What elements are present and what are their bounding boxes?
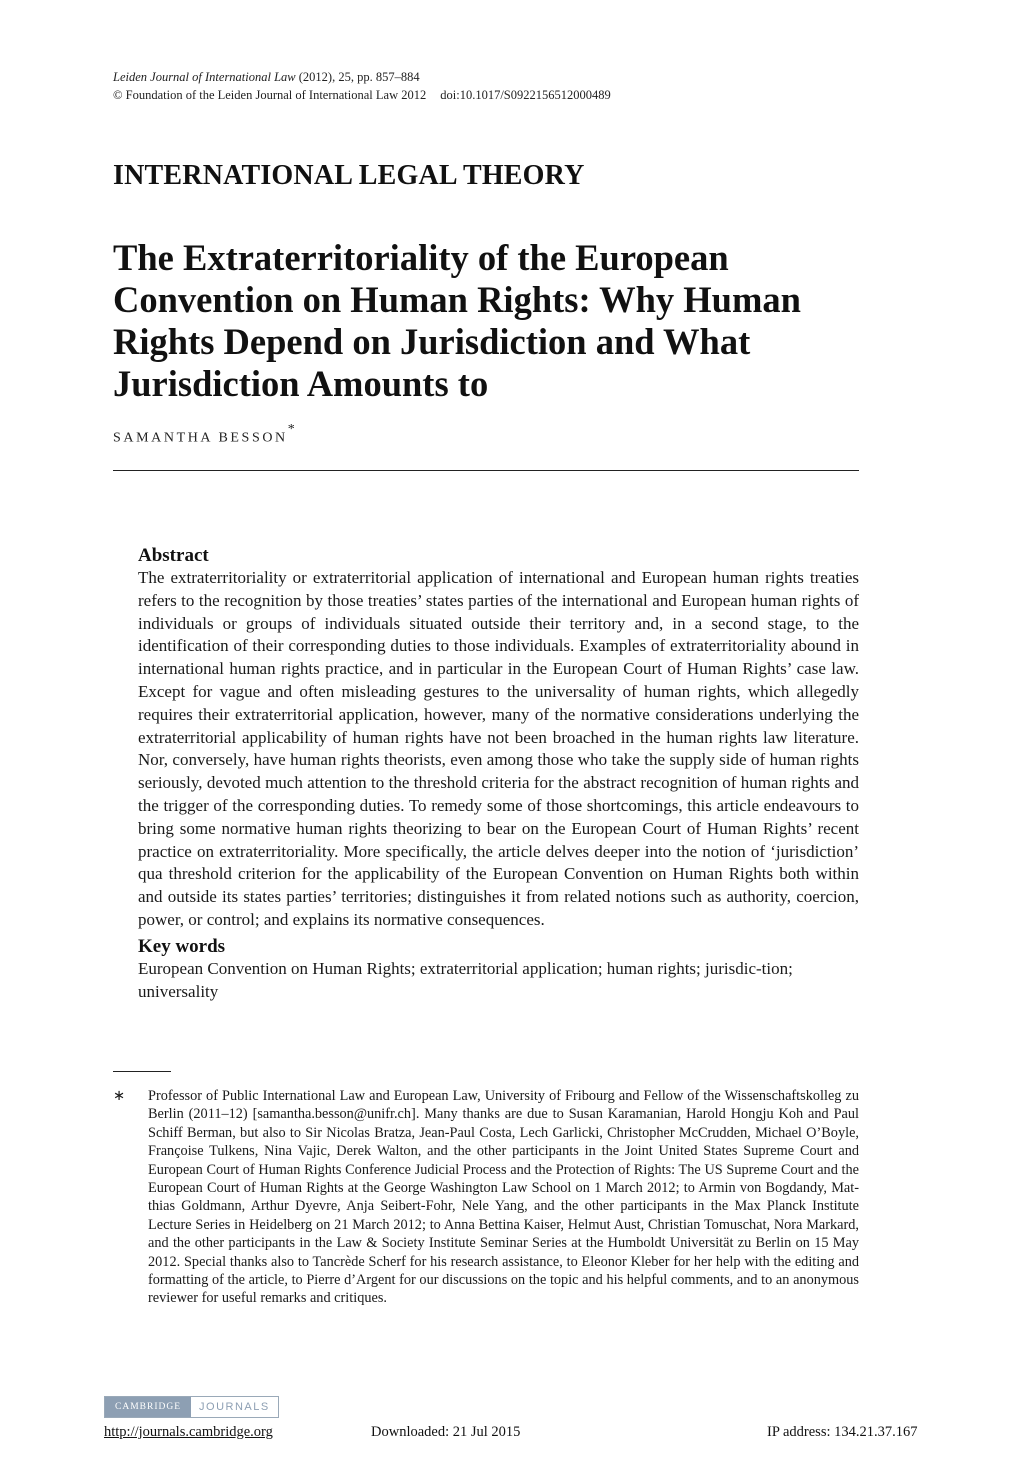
footnote-divider [113,1071,171,1072]
footnote [113,1087,859,1308]
copyright: © Foundation of the Leiden Journal of International Law 2012 [113,88,427,102]
journals-link[interactable]: http://journals.cambridge.org [104,1424,273,1440]
footnote-marker: ∗ [113,1088,125,1104]
title-divider [113,470,859,471]
download-date: Downloaded: 21 Jul 2015 [371,1424,521,1440]
ip-address: IP address: 134.21.37.167 [767,1424,918,1440]
journal-citation-line [113,68,611,86]
keywords-text: European Convention on Human Rights; extraterritorial application; human rights; jurisdic-tion; universality [138,958,793,1001]
abstract-block [138,545,859,1003]
cambridge-journals-logo[interactable] [104,1396,279,1418]
doi: doi:10.1017/S0922156512000489 [440,88,611,102]
copyright-line [113,86,611,104]
author-name: SAMANTHA BESSON [113,430,288,446]
footnote-text: Professor of Public International Law and European Law, University of Fribourg and Fellow of the Wissenschaftskolleg zu Berlin (2011–12) [samantha.besson@unifr.ch]. Many thanks are due to Susan Karamanian, Harold Hongju Koh and Paul Schiff Berman, but also to Sir Nicolas Bratza, Jean-Paul Costa, Lech Garlicki, Christopher McCrudden, Michael O’Boyle, Françoise Tulkens, Nina Vajic, Derek Walton, and the other participants in the Joint United States Supreme Court and European Court of Human Rights Conference Judicial Process and the Protection of Rights: The US Supreme Court and the European Court of Human Rights at the George Washington Law School on 1 March 2012; to Armin von Bogdandy, Mat-thias Goldmann, Arthur Dyevre, Anja Seibert-Fohr, Nele Yang, and the other participants in the Max Planck Institute Lecture Series in Heidelberg on 21 March 2012; to Anna Bettina Kaiser, Helmut Aust, Christian Tomuschat, Nora Markard, and the other participants in the Law & Society Institute Seminar Series at the Humboldt Universität zu Berlin on 15 May 2012. Special thanks also to Tancrède Scherf for his research assistance, to Eleonor Kleber for her help with the editing and formatting of the article, to Pierre d’Argent for our discussions on the topic and his helpful comments, and to an anonymous reviewer for useful remarks and critiques. [148,1088,859,1307]
journal-citation: (2012), 25, pp. 857–884 [295,70,420,84]
logo-cambridge: CAMBRIDGE [105,1397,191,1417]
author-footnote-marker[interactable]: * [287,422,295,437]
logo-journals: JOURNALS [191,1397,278,1417]
abstract-heading: Abstract [138,545,209,566]
section-label: INTERNATIONAL LEGAL THEORY [113,160,585,191]
article-title: The Extraterritoriality of the European Convention on Human Rights: Why Human Rights Depend on Jurisdiction and What Jurisdiction Amounts to [113,237,801,404]
keywords-heading: Key words [138,935,226,957]
journal-header [113,68,611,104]
journal-name: Leiden Journal of International Law [113,70,296,84]
abstract-text: The extraterritoriality or extraterritorial application of international and European human rights treaties refers to the recognition by those treaties’ states parties of the international and European human rights of individuals or groups of individuals situated outside their territory and, in a second stage, to the identification of their corresponding duties to those individuals. Examples of extraterritoriality abound in international human rights practice, and in particular in the European Court of Human Rights’ case law. Except for vague and often misleading gestures to the universality of human rights, which allegedly requires their extraterritorial application, however, many of the normative considerations underlying the extraterritorial applicability of human rights have not been broached in the human rights law literature. Nor, conversely, have human rights theorists, even among those who take the supply side of human rights seriously, devoted much attention to the threshold criteria for the abstract recognition of human rights and the trigger of the corresponding duties. To remedy some of those shortcomings, this article endeavours to bring some normative human rights theorizing to bear on the European Court of Human Rights’ recent practice on extraterritoriality. More specifically, the article delves deeper into the notion of ‘jurisdiction’ qua threshold criterion for the applicability of the European Convention on Human Rights both within and outside its states parties’ territories; distinguishes it from related notions such as authority, coercion, power, or control; and explains its normative consequences. [138,568,859,929]
author [113,422,295,447]
